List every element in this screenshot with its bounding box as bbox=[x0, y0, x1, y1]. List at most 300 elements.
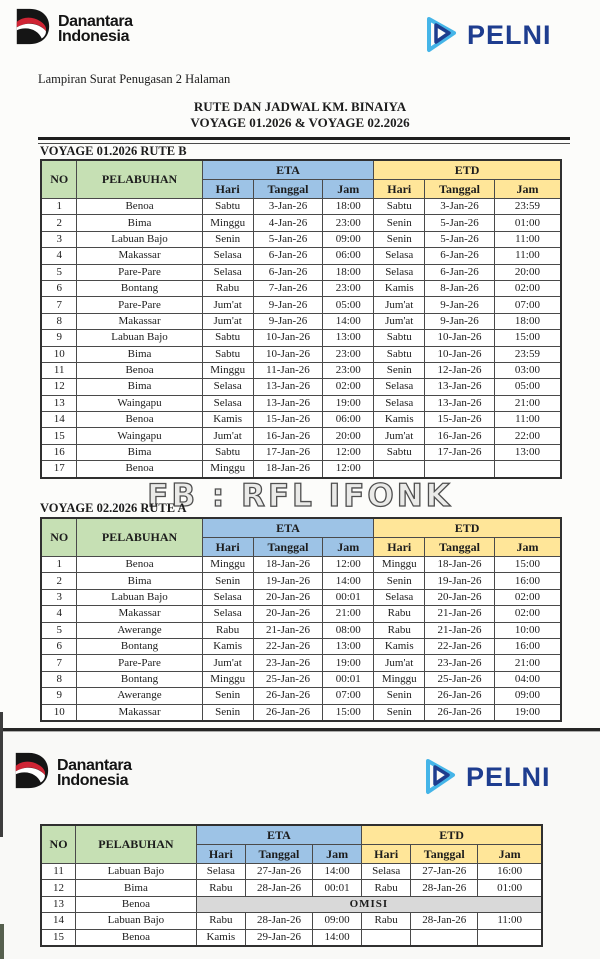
port-name-cell: Bima bbox=[77, 215, 202, 231]
danantara-logo-text: Danantara Indonesia bbox=[58, 13, 133, 45]
eta-cell: 6-Jan-26 bbox=[253, 264, 323, 280]
etd-cell: 01:00 bbox=[494, 215, 561, 231]
etd-cell bbox=[478, 929, 542, 946]
schedule-row bbox=[41, 280, 561, 296]
etd-cell: Senin bbox=[374, 573, 425, 589]
etd-cell: 9-Jan-26 bbox=[425, 313, 495, 329]
schedule-row bbox=[41, 913, 542, 929]
eta-cell: 4-Jan-26 bbox=[253, 215, 323, 231]
schedule-row bbox=[41, 215, 561, 231]
eta-cell: 12:00 bbox=[323, 557, 374, 573]
etd-cell: 11:00 bbox=[478, 913, 542, 929]
danantara-logo-text: Danantara Indonesia bbox=[57, 757, 132, 789]
etd-cell: Sabtu bbox=[374, 444, 425, 460]
port-name-cell: Labuan Bajo bbox=[76, 913, 197, 929]
row-number-cell: 6 bbox=[41, 280, 77, 296]
col-header-pelabuhan: PELABUHAN bbox=[77, 518, 202, 557]
schedule-row bbox=[41, 671, 561, 687]
table-body bbox=[41, 557, 561, 721]
eta-cell: Minggu bbox=[202, 461, 253, 478]
col-header-etd-hari: Hari bbox=[374, 538, 425, 557]
etd-cell: Rabu bbox=[362, 913, 411, 929]
etd-cell: 3-Jan-26 bbox=[425, 199, 495, 215]
row-number-cell: 16 bbox=[41, 444, 77, 460]
etd-cell: 13-Jan-26 bbox=[425, 395, 495, 411]
etd-cell: 13:00 bbox=[494, 444, 561, 460]
etd-cell: 22-Jan-26 bbox=[425, 638, 495, 654]
col-header-pelabuhan: PELABUHAN bbox=[77, 160, 202, 199]
row-number-cell: 3 bbox=[41, 231, 77, 247]
etd-cell: Minggu bbox=[374, 557, 425, 573]
eta-cell: 14:00 bbox=[323, 573, 374, 589]
etd-cell: 6-Jan-26 bbox=[425, 248, 495, 264]
etd-cell bbox=[374, 461, 425, 478]
eta-cell: Selasa bbox=[202, 248, 253, 264]
etd-cell: Selasa bbox=[362, 864, 411, 880]
schedule-row bbox=[41, 412, 561, 428]
eta-cell: 22-Jan-26 bbox=[253, 638, 323, 654]
eta-cell: Kamis bbox=[202, 638, 253, 654]
col-header-eta-jam: Jam bbox=[323, 180, 374, 199]
etd-cell: Kamis bbox=[374, 638, 425, 654]
port-name-cell: Benoa bbox=[77, 362, 202, 378]
eta-cell: 15:00 bbox=[323, 704, 374, 721]
schedule-row bbox=[41, 622, 561, 638]
etd-cell: 10-Jan-26 bbox=[425, 346, 495, 362]
eta-cell: 9-Jan-26 bbox=[253, 297, 323, 313]
eta-cell: 13:00 bbox=[323, 330, 374, 346]
port-name-cell: Benoa bbox=[77, 557, 202, 573]
eta-cell: Selasa bbox=[202, 395, 253, 411]
etd-cell: Selasa bbox=[374, 589, 425, 605]
col-header-eta-hari: Hari bbox=[202, 538, 253, 557]
port-name-cell: Waingapu bbox=[77, 395, 202, 411]
port-name-cell: Bima bbox=[77, 573, 202, 589]
schedule-row bbox=[41, 379, 561, 395]
eta-cell: 20-Jan-26 bbox=[253, 606, 323, 622]
schedule-row bbox=[41, 864, 542, 880]
row-number-cell: 1 bbox=[41, 199, 77, 215]
facebook-watermark: FB : RFL IFONK bbox=[147, 478, 453, 514]
schedule-row bbox=[41, 557, 561, 573]
etd-cell: Jum'at bbox=[374, 655, 425, 671]
eta-cell: 28-Jan-26 bbox=[245, 880, 312, 896]
eta-cell: 13-Jan-26 bbox=[253, 379, 323, 395]
etd-cell: 5-Jan-26 bbox=[425, 231, 495, 247]
row-number-cell: 14 bbox=[41, 913, 76, 929]
eta-cell: 13:00 bbox=[323, 638, 374, 654]
danantara-logo bbox=[13, 752, 132, 794]
etd-cell: Rabu bbox=[374, 622, 425, 638]
schedule-row bbox=[41, 688, 561, 704]
etd-cell: 05:00 bbox=[494, 379, 561, 395]
eta-cell: Rabu bbox=[202, 280, 253, 296]
eta-cell: 26-Jan-26 bbox=[253, 688, 323, 704]
eta-cell: 18-Jan-26 bbox=[253, 461, 323, 478]
row-number-cell: 2 bbox=[41, 573, 77, 589]
eta-cell: 7-Jan-26 bbox=[253, 280, 323, 296]
row-number-cell: 13 bbox=[41, 896, 76, 912]
voyage1-schedule-table bbox=[40, 159, 562, 479]
col-header-eta-jam: Jam bbox=[313, 845, 362, 864]
etd-cell: Kamis bbox=[374, 412, 425, 428]
etd-cell: 02:00 bbox=[494, 589, 561, 605]
etd-cell: 11:00 bbox=[494, 231, 561, 247]
eta-cell: 00:01 bbox=[323, 589, 374, 605]
etd-cell: 15-Jan-26 bbox=[425, 412, 495, 428]
eta-cell: Minggu bbox=[202, 557, 253, 573]
etd-cell: 25-Jan-26 bbox=[425, 671, 495, 687]
port-name-cell: Bontang bbox=[77, 638, 202, 654]
etd-cell: 6-Jan-26 bbox=[425, 264, 495, 280]
port-name-cell: Benoa bbox=[77, 412, 202, 428]
schedule-row bbox=[41, 346, 561, 362]
row-number-cell: 11 bbox=[41, 362, 77, 378]
etd-cell: 15:00 bbox=[494, 557, 561, 573]
etd-cell: Minggu bbox=[374, 671, 425, 687]
etd-cell: 16-Jan-26 bbox=[425, 428, 495, 444]
col-header-etd-tanggal: Tanggal bbox=[411, 845, 478, 864]
etd-cell: Sabtu bbox=[374, 346, 425, 362]
row-number-cell: 8 bbox=[41, 671, 77, 687]
col-group-eta: ETA bbox=[202, 518, 374, 538]
eta-cell: 13-Jan-26 bbox=[253, 395, 323, 411]
col-header-etd-hari: Hari bbox=[374, 180, 425, 199]
eta-cell: Senin bbox=[202, 704, 253, 721]
etd-cell: 23:59 bbox=[494, 199, 561, 215]
voyage1-table-title: VOYAGE 01.2026 RUTE B bbox=[40, 144, 187, 158]
etd-cell: 18:00 bbox=[494, 313, 561, 329]
row-number-cell: 15 bbox=[41, 929, 76, 946]
eta-cell: 16-Jan-26 bbox=[253, 428, 323, 444]
eta-cell: 09:00 bbox=[323, 231, 374, 247]
table-body bbox=[41, 199, 561, 478]
table-header bbox=[41, 518, 561, 557]
eta-cell: Selasa bbox=[196, 864, 245, 880]
eta-cell: Kamis bbox=[202, 412, 253, 428]
etd-cell: Senin bbox=[374, 688, 425, 704]
lampiran-note: Lampiran Surat Penugasan 2 Halaman bbox=[38, 72, 231, 86]
eta-cell: 14:00 bbox=[313, 929, 362, 946]
eta-cell: 00:01 bbox=[323, 671, 374, 687]
col-header-etd-jam: Jam bbox=[478, 845, 542, 864]
etd-cell: Sabtu bbox=[374, 330, 425, 346]
eta-cell: 06:00 bbox=[323, 412, 374, 428]
etd-cell: Senin bbox=[374, 231, 425, 247]
schedule-row bbox=[41, 606, 561, 622]
eta-cell: 15-Jan-26 bbox=[253, 412, 323, 428]
etd-cell: 23:59 bbox=[494, 346, 561, 362]
col-group-etd: ETD bbox=[374, 518, 561, 538]
col-header-no: NO bbox=[41, 160, 77, 199]
eta-cell: 29-Jan-26 bbox=[245, 929, 312, 946]
col-group-etd: ETD bbox=[374, 160, 561, 180]
eta-cell: Senin bbox=[202, 688, 253, 704]
etd-cell: 5-Jan-26 bbox=[425, 215, 495, 231]
etd-cell: 28-Jan-26 bbox=[411, 913, 478, 929]
scan-edge-artifact bbox=[0, 924, 4, 959]
etd-cell: 12-Jan-26 bbox=[425, 362, 495, 378]
port-name-cell: Makassar bbox=[77, 704, 202, 721]
eta-cell: 27-Jan-26 bbox=[245, 864, 312, 880]
document-title-line1: RUTE DAN JADWAL KM. BINAIYA bbox=[193, 99, 407, 114]
eta-cell: 23:00 bbox=[323, 215, 374, 231]
schedule-row bbox=[41, 896, 542, 912]
eta-cell: 23:00 bbox=[323, 346, 374, 362]
port-name-cell: Awerange bbox=[77, 622, 202, 638]
eta-cell: 6-Jan-26 bbox=[253, 248, 323, 264]
port-name-cell: Benoa bbox=[76, 896, 197, 912]
eta-cell: 06:00 bbox=[323, 248, 374, 264]
row-number-cell: 6 bbox=[41, 638, 77, 654]
port-name-cell: Makassar bbox=[77, 248, 202, 264]
pelni-sail-icon bbox=[423, 755, 459, 800]
schedule-row bbox=[41, 428, 561, 444]
document-title bbox=[0, 99, 600, 130]
schedule-row bbox=[41, 929, 542, 946]
col-header-eta-jam: Jam bbox=[323, 538, 374, 557]
eta-cell: 23-Jan-26 bbox=[253, 655, 323, 671]
table-body bbox=[41, 864, 542, 946]
schedule-row bbox=[41, 655, 561, 671]
etd-cell: 26-Jan-26 bbox=[425, 688, 495, 704]
col-header-eta-tanggal: Tanggal bbox=[253, 180, 323, 199]
etd-cell: 27-Jan-26 bbox=[411, 864, 478, 880]
col-group-eta: ETA bbox=[202, 160, 374, 180]
eta-cell: Senin bbox=[202, 573, 253, 589]
etd-cell: 11:00 bbox=[494, 412, 561, 428]
etd-cell: 23-Jan-26 bbox=[425, 655, 495, 671]
eta-cell: 19-Jan-26 bbox=[253, 573, 323, 589]
eta-cell: 5-Jan-26 bbox=[253, 231, 323, 247]
schedule-row bbox=[41, 362, 561, 378]
row-number-cell: 10 bbox=[41, 704, 77, 721]
etd-cell: Selasa bbox=[374, 264, 425, 280]
eta-cell: 19:00 bbox=[323, 655, 374, 671]
voyage2-table-title: VOYAGE 02.2026 RUTE A bbox=[40, 501, 187, 515]
port-name-cell: Bima bbox=[77, 346, 202, 362]
etd-cell: 16:00 bbox=[494, 573, 561, 589]
port-name-cell: Bontang bbox=[77, 280, 202, 296]
etd-cell: 22:00 bbox=[494, 428, 561, 444]
pelni-logo bbox=[423, 755, 551, 800]
port-name-cell: Bima bbox=[77, 444, 202, 460]
etd-cell: 02:00 bbox=[494, 606, 561, 622]
etd-cell: 19-Jan-26 bbox=[425, 573, 495, 589]
eta-cell: 07:00 bbox=[323, 688, 374, 704]
etd-cell: 28-Jan-26 bbox=[411, 880, 478, 896]
etd-cell: 11:00 bbox=[494, 248, 561, 264]
eta-cell: 18:00 bbox=[323, 264, 374, 280]
eta-cell: 05:00 bbox=[323, 297, 374, 313]
row-number-cell: 17 bbox=[41, 461, 77, 478]
etd-cell: 21-Jan-26 bbox=[425, 606, 495, 622]
pelni-sail-icon bbox=[424, 13, 460, 58]
schedule-row bbox=[41, 461, 561, 478]
row-number-cell: 2 bbox=[41, 215, 77, 231]
schedule-row bbox=[41, 330, 561, 346]
port-name-cell: Awerange bbox=[77, 688, 202, 704]
etd-cell: 13-Jan-26 bbox=[425, 379, 495, 395]
row-number-cell: 7 bbox=[41, 655, 77, 671]
row-number-cell: 7 bbox=[41, 297, 77, 313]
etd-cell: Senin bbox=[374, 362, 425, 378]
eta-cell: 20:00 bbox=[323, 428, 374, 444]
eta-cell: Sabtu bbox=[202, 444, 253, 460]
row-number-cell: 10 bbox=[41, 346, 77, 362]
port-name-cell: Labuan Bajo bbox=[77, 330, 202, 346]
eta-cell: 00:01 bbox=[313, 880, 362, 896]
etd-cell bbox=[425, 461, 495, 478]
etd-cell: Rabu bbox=[374, 606, 425, 622]
eta-cell: Rabu bbox=[202, 622, 253, 638]
eta-cell: 17-Jan-26 bbox=[253, 444, 323, 460]
eta-cell: 23:00 bbox=[323, 280, 374, 296]
etd-cell: Kamis bbox=[374, 280, 425, 296]
row-number-cell: 14 bbox=[41, 412, 77, 428]
row-number-cell: 1 bbox=[41, 557, 77, 573]
col-header-no: NO bbox=[41, 825, 76, 864]
eta-cell: 25-Jan-26 bbox=[253, 671, 323, 687]
pelni-logo bbox=[424, 13, 552, 58]
schedule-row bbox=[41, 199, 561, 215]
etd-cell bbox=[411, 929, 478, 946]
etd-cell: 9-Jan-26 bbox=[425, 297, 495, 313]
col-header-pelabuhan: PELABUHAN bbox=[76, 825, 197, 864]
row-number-cell: 5 bbox=[41, 622, 77, 638]
eta-cell: 21:00 bbox=[323, 606, 374, 622]
schedule-row bbox=[41, 444, 561, 460]
col-group-etd: ETD bbox=[362, 825, 542, 845]
eta-cell: 9-Jan-26 bbox=[253, 313, 323, 329]
eta-cell: Selasa bbox=[202, 606, 253, 622]
schedule-row bbox=[41, 395, 561, 411]
col-group-eta: ETA bbox=[196, 825, 361, 845]
port-name-cell: Bima bbox=[77, 379, 202, 395]
row-number-cell: 12 bbox=[41, 379, 77, 395]
port-name-cell: Labuan Bajo bbox=[77, 589, 202, 605]
etd-cell: 21-Jan-26 bbox=[425, 622, 495, 638]
port-name-cell: Makassar bbox=[77, 313, 202, 329]
eta-cell: 14:00 bbox=[323, 313, 374, 329]
eta-cell: 20-Jan-26 bbox=[253, 589, 323, 605]
col-header-etd-jam: Jam bbox=[494, 180, 561, 199]
col-header-no: NO bbox=[41, 518, 77, 557]
col-header-etd-jam: Jam bbox=[494, 538, 561, 557]
schedule-row bbox=[41, 704, 561, 721]
etd-cell: 07:00 bbox=[494, 297, 561, 313]
etd-cell: 10:00 bbox=[494, 622, 561, 638]
etd-cell: 21:00 bbox=[494, 655, 561, 671]
eta-cell: Jum'at bbox=[202, 297, 253, 313]
port-name-cell: Bontang bbox=[77, 671, 202, 687]
etd-cell: 26-Jan-26 bbox=[425, 704, 495, 721]
eta-cell: Rabu bbox=[196, 913, 245, 929]
eta-cell: Kamis bbox=[196, 929, 245, 946]
schedule-row bbox=[41, 264, 561, 280]
row-number-cell: 4 bbox=[41, 248, 77, 264]
col-header-eta-tanggal: Tanggal bbox=[253, 538, 323, 557]
voyage2-schedule-table bbox=[40, 517, 562, 722]
etd-cell: 02:00 bbox=[494, 280, 561, 296]
pelni-logo-text: PELNI bbox=[466, 762, 551, 792]
eta-cell: Jum'at bbox=[202, 428, 253, 444]
schedule-row bbox=[41, 313, 561, 329]
etd-cell: Senin bbox=[374, 704, 425, 721]
eta-cell: Sabtu bbox=[202, 330, 253, 346]
etd-cell bbox=[494, 461, 561, 478]
etd-cell bbox=[362, 929, 411, 946]
port-name-cell: Bima bbox=[76, 880, 197, 896]
eta-cell: Minggu bbox=[202, 215, 253, 231]
etd-cell: 03:00 bbox=[494, 362, 561, 378]
eta-cell: Minggu bbox=[202, 671, 253, 687]
eta-cell: 12:00 bbox=[323, 444, 374, 460]
etd-cell: Selasa bbox=[374, 379, 425, 395]
port-name-cell: Pare-Pare bbox=[77, 264, 202, 280]
table-header bbox=[41, 825, 542, 864]
etd-cell: Selasa bbox=[374, 248, 425, 264]
etd-cell: 20:00 bbox=[494, 264, 561, 280]
port-name-cell: Waingapu bbox=[77, 428, 202, 444]
eta-cell: 19:00 bbox=[323, 395, 374, 411]
eta-cell: Rabu bbox=[196, 880, 245, 896]
port-name-cell: Makassar bbox=[77, 606, 202, 622]
eta-cell: 18-Jan-26 bbox=[253, 557, 323, 573]
eta-cell: Jum'at bbox=[202, 655, 253, 671]
eta-cell: Jum'at bbox=[202, 313, 253, 329]
danantara-logo bbox=[14, 8, 133, 50]
danantara-flag-icon bbox=[13, 752, 50, 794]
eta-cell: 23:00 bbox=[323, 362, 374, 378]
voyage2-continuation-table bbox=[40, 824, 543, 947]
etd-cell: Sabtu bbox=[374, 199, 425, 215]
port-name-cell: Labuan Bajo bbox=[77, 231, 202, 247]
etd-cell: 18-Jan-26 bbox=[425, 557, 495, 573]
etd-cell: 09:00 bbox=[494, 688, 561, 704]
eta-cell: 28-Jan-26 bbox=[245, 913, 312, 929]
col-header-etd-tanggal: Tanggal bbox=[425, 538, 495, 557]
eta-cell: Sabtu bbox=[202, 346, 253, 362]
row-number-cell: 3 bbox=[41, 589, 77, 605]
etd-cell: 8-Jan-26 bbox=[425, 280, 495, 296]
port-name-cell: Benoa bbox=[77, 461, 202, 478]
etd-cell: 20-Jan-26 bbox=[425, 589, 495, 605]
eta-cell: Sabtu bbox=[202, 199, 253, 215]
eta-cell: 11-Jan-26 bbox=[253, 362, 323, 378]
schedule-row bbox=[41, 880, 542, 896]
eta-cell: Selasa bbox=[202, 379, 253, 395]
etd-cell: 17-Jan-26 bbox=[425, 444, 495, 460]
etd-cell: 19:00 bbox=[494, 704, 561, 721]
eta-cell: 09:00 bbox=[313, 913, 362, 929]
row-number-cell: 8 bbox=[41, 313, 77, 329]
scan-edge-artifact bbox=[0, 712, 3, 837]
schedule-row bbox=[41, 573, 561, 589]
etd-cell: Jum'at bbox=[374, 297, 425, 313]
etd-cell: 16:00 bbox=[478, 864, 542, 880]
title-divider-rule bbox=[38, 137, 570, 144]
etd-cell: Selasa bbox=[374, 395, 425, 411]
row-number-cell: 9 bbox=[41, 688, 77, 704]
port-name-cell: Pare-Pare bbox=[77, 297, 202, 313]
eta-cell: 3-Jan-26 bbox=[253, 199, 323, 215]
pelni-logo-text: PELNI bbox=[467, 20, 552, 50]
schedule-row bbox=[41, 297, 561, 313]
etd-cell: 15:00 bbox=[494, 330, 561, 346]
eta-cell: 21-Jan-26 bbox=[253, 622, 323, 638]
col-header-eta-hari: Hari bbox=[202, 180, 253, 199]
